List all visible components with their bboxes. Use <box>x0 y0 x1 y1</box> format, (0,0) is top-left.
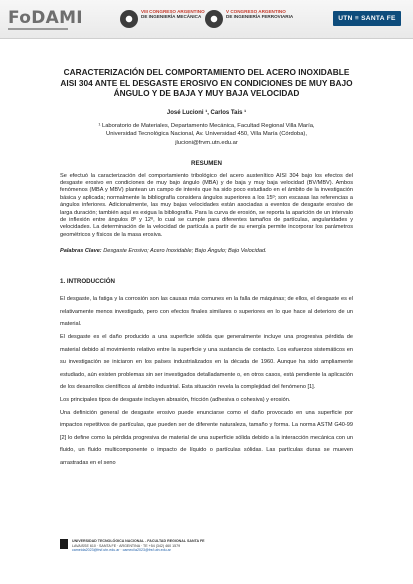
keywords-list: Desgaste Erosivo; Acero Inoxidable; Bajo Ángulo; Bajo Velocidad. <box>103 248 267 255</box>
congreso-ferroviaria-logo <box>205 9 293 28</box>
utn-logo-icon <box>60 539 68 549</box>
abstract-heading: RESUMEN <box>191 159 222 167</box>
intro-paragraph: Los principales tipos de desgaste incluyen abrasión, fricción (adhesiva o cohesiva) y erosión. <box>60 396 291 403</box>
fodami-logo: FoDAMI <box>8 8 83 28</box>
intro-paragraph: El desgaste es el daño producido a una superficie sólida que generalmente incluye una progresiva pérdida de material debido al movimiento relativo entre la superficie y una sustancia de contacto. Los esfuerzos sistemáticos en su investigación se iniciaron en los países industrializados en la década de 1960. Aunque ha sido ampliamente estudiado, aún existen problemas sin ser investigados detalladamente o, en otros casos, está pendiente la aplicación de los desarrollos científicos al ámbito industrial. Esta situación revela la complejidad del fenómeno [1]. <box>60 334 353 391</box>
congreso-ferroviaria-line1: V CONGRESO ARGENTINO <box>226 9 286 14</box>
keywords-label: Palabras Clave: <box>60 248 102 255</box>
rail-icon <box>205 10 223 28</box>
affiliation-line: ¹ Laboratorio de Materiales, Departamento Mecánica, Facultad Regional Villa María, <box>98 122 315 129</box>
author-email: jlucioni@frvm.utn.edu.ar <box>175 139 238 146</box>
footer-line: LAVAISSE 610 · SANTA FE · ARGENTINA · TE +54 (342) 460 1579 <box>72 543 181 548</box>
paper-title: CARACTERIZACIÓN DEL COMPORTAMIENTO DEL ACERO INOXIDABLE AISI 304 ANTE EL DESGASTE EROSIVO EN CONDICIONES DE MUY BAJO ÁNGULO Y DE BAJA Y MUY BAJA VELOCIDAD <box>60 67 353 99</box>
congreso-mecanica-line1: VIII CONGRESO ARGENTINO <box>141 9 205 14</box>
gear-icon <box>120 10 138 28</box>
footer-email: cameida2023@frsf.utn.edu.ar · cameci/a2023@frsf.utn.edu.ar <box>72 548 171 553</box>
paper-body <box>60 67 353 470</box>
keywords <box>60 248 353 254</box>
page-footer <box>60 539 205 553</box>
congreso-mecanica-logo <box>120 9 205 28</box>
utn-santa-fe-badge: UTN ≡ SANTA FE <box>333 11 401 26</box>
footer-line: UNIVERSIDAD TECNOLÓGICA NACIONAL - FACULTAD REGIONAL SANTA FE <box>72 539 205 543</box>
congreso-ferroviaria-line2: DE INGENIERÍA FERROVIARIA <box>226 14 294 20</box>
paper-authors: José Lucioni ¹, Carlos Tais ¹ <box>166 109 247 116</box>
affiliation <box>60 122 353 148</box>
conference-header <box>0 0 413 39</box>
affiliation-line: Universidad Tecnológica Nacional, Av. Universidad 450, Villa María (Córdoba), <box>106 131 307 138</box>
congreso-mecanica-line2: DE INGENIERÍA MECÁNICA <box>141 14 202 20</box>
intro-paragraph: El desgaste, la fatiga y la corrosión son las causas más comunes en la falla de máquinas; de ellos, el desgaste es el relativamente menos investigado, pero con efectos finales similares o superiores en lo que hace al deterioro de un material. <box>60 296 353 328</box>
abstract-text: Se efectuó la caracterización del comportamiento tribológico del acero austenítico AISI 304 bajo los efectos del desgaste erosivo en condiciones de muy bajo ángulo (MBA) y de baja y muy baja velocidad (BV/MBV). Ambos fenómenos (MBA y MBV) plantean un campo de interés que ha sido poco estudiado en el ámbito de la investigación básica y aplicada; normalmente la bibliografía considera ángulos superiores a los 15º; son escasas las referencias a ángulos inferiores. Adicionalmente, las muy bajas velocidades están asociadas a eventos de desgaste erosivo de larga duración; también aquí es exigua la bibliografía. Para la curva de erosión, se reporta la aparición de un intervalo de inflexión entre ángulos 8º y 12º, lo cual se cumple para diferentes tamaños de partículas, angularidades y velocidades. La determinación de la velocidad de partícula a partir de su energía permite incorporar los parámetros geométricos y físicos de la masa erosiva. <box>60 172 353 238</box>
intro-paragraph: Una definición general de desgaste erosivo puede enunciarse como el daño provocado en una superficie por impactos repetitivos de partículas, que pueden ser de diferente naturaleza, tamaño y forma. La norma ASTM G40-99 [2] lo define como la pérdida progresiva de material de una superficie sólida debido a la interacción mecánica con un fluido, un fluido multicomponente o impacto de líquido o partículas sólidas. Las partículas duras se mueven arrastradas en el seno <box>60 409 353 466</box>
introduction-heading: 1. INTRODUCCIÓN <box>60 278 116 286</box>
